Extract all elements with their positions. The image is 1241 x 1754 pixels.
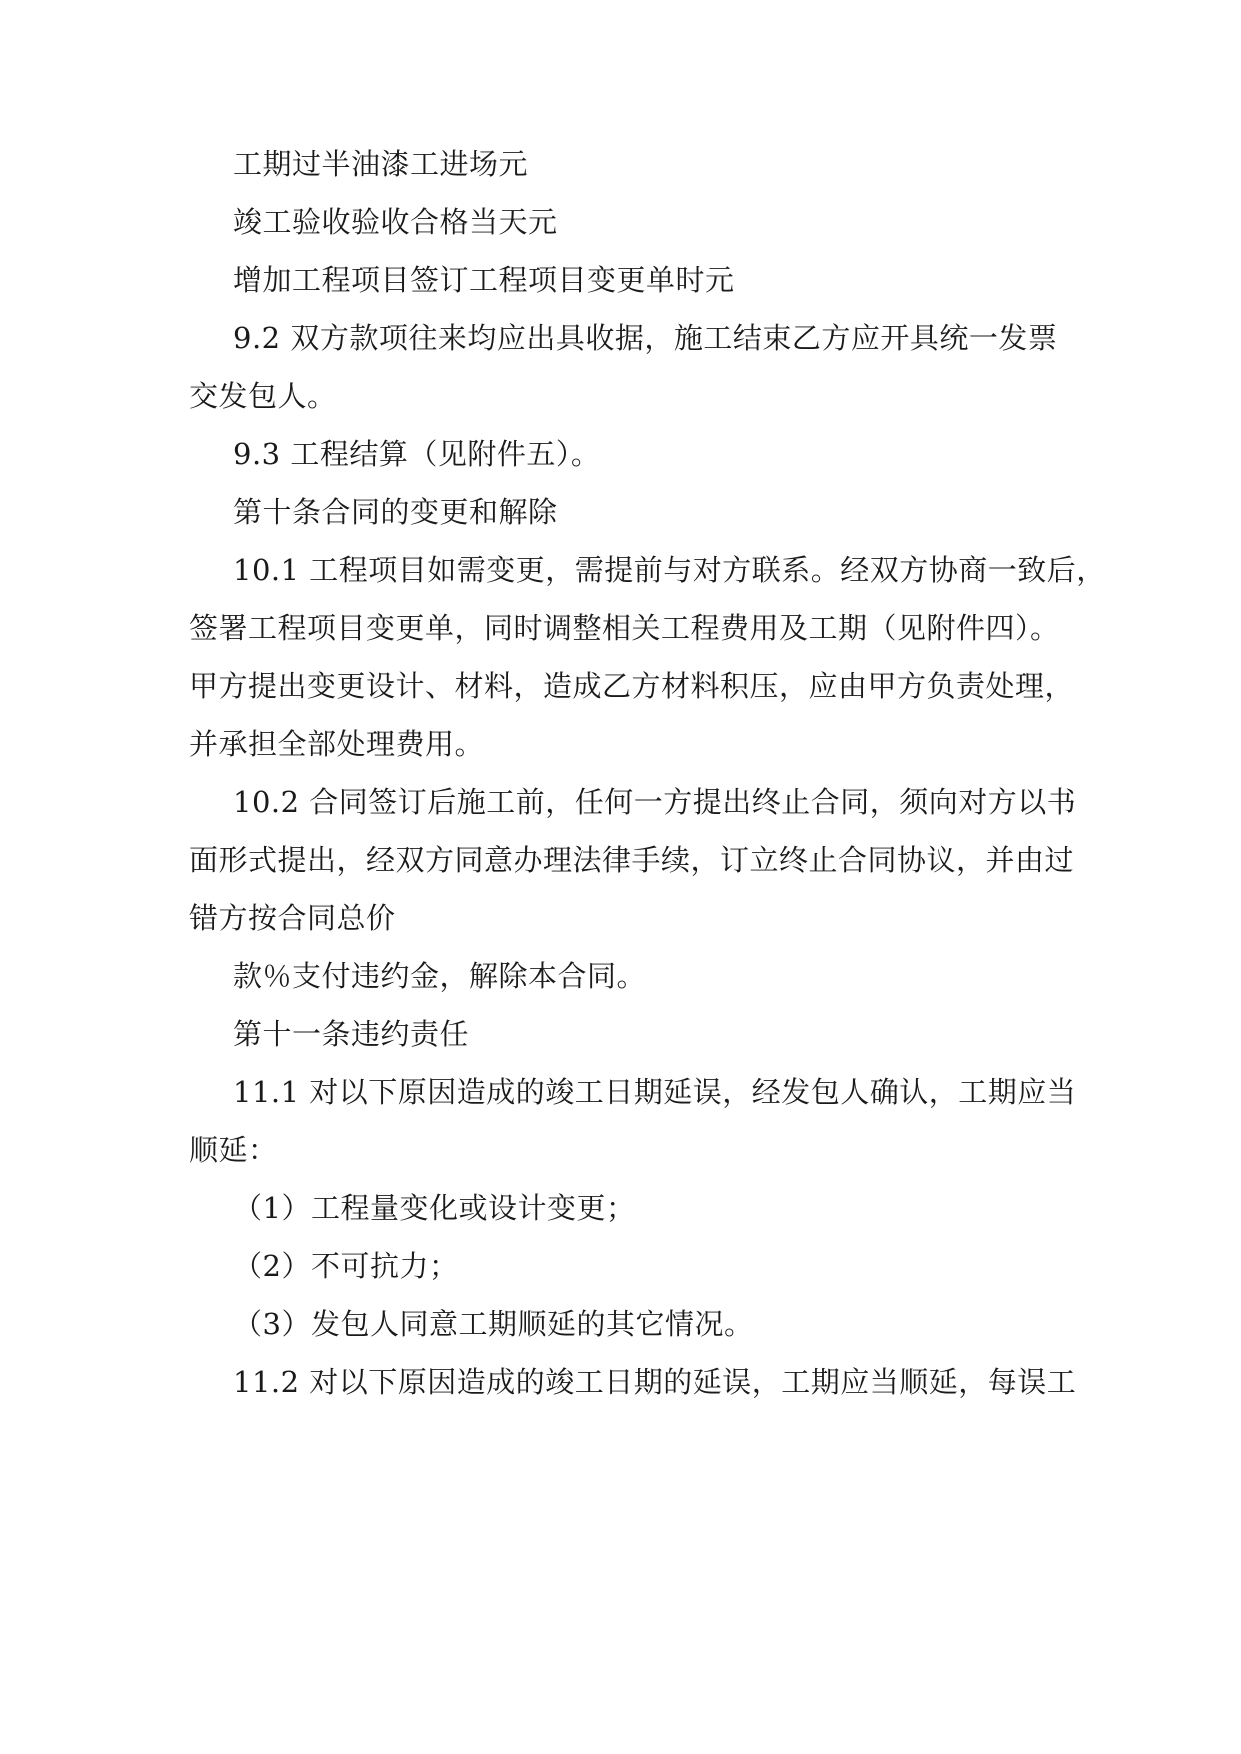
text-line: 9.3 工程结算（见附件五）。 xyxy=(233,437,601,471)
text-line: 甲方提出变更设计、材料，造成乙方材料积压，应由甲方负责处理， xyxy=(189,669,1075,703)
text-line: 10.2 合同签订后施工前，任何一方提出终止合同，须向对方以书 xyxy=(233,785,1077,819)
text-line: 9.2 双方款项往来均应出具收据，施工结束乙方应开具统一发票 xyxy=(233,321,1058,355)
text-line: 工期过半油漆工进场元 xyxy=(233,147,529,181)
text-line: 错方按合同总价 xyxy=(189,901,396,935)
text-line: 顺延： xyxy=(189,1133,278,1167)
text-line: 签署工程项目变更单，同时调整相关工程费用及工期（见附件四）。 xyxy=(189,611,1060,645)
text-line: 竣工验收验收合格当天元 xyxy=(233,205,558,239)
text-line: 增加工程项目签订工程项目变更单时元 xyxy=(233,263,735,297)
list-item: （3）发包人同意工期顺延的其它情况。 xyxy=(233,1307,754,1341)
text-line: 款％支付违约金，解除本合同。 xyxy=(233,959,647,993)
section-heading: 第十一条违约责任 xyxy=(233,1017,470,1051)
section-heading: 第十条合同的变更和解除 xyxy=(233,495,558,529)
text-line: 11.2 对以下原因造成的竣工日期的延误，工期应当顺延，每误工 xyxy=(233,1365,1077,1399)
text-line: 10.1 工程项目如需变更，需提前与对方联系。经双方协商一致后， xyxy=(233,553,1106,587)
text-line: 交发包人。 xyxy=(189,379,337,413)
text-line: 并承担全部处理费用。 xyxy=(189,727,485,761)
list-item: （2）不可抗力； xyxy=(233,1249,459,1283)
list-item: （1）工程量变化或设计变更； xyxy=(233,1191,636,1225)
text-line: 面形式提出，经双方同意办理法律手续，订立终止合同协议，并由过 xyxy=(189,843,1075,877)
text-line: 11.1 对以下原因造成的竣工日期延误，经发包人确认，工期应当 xyxy=(233,1075,1077,1109)
